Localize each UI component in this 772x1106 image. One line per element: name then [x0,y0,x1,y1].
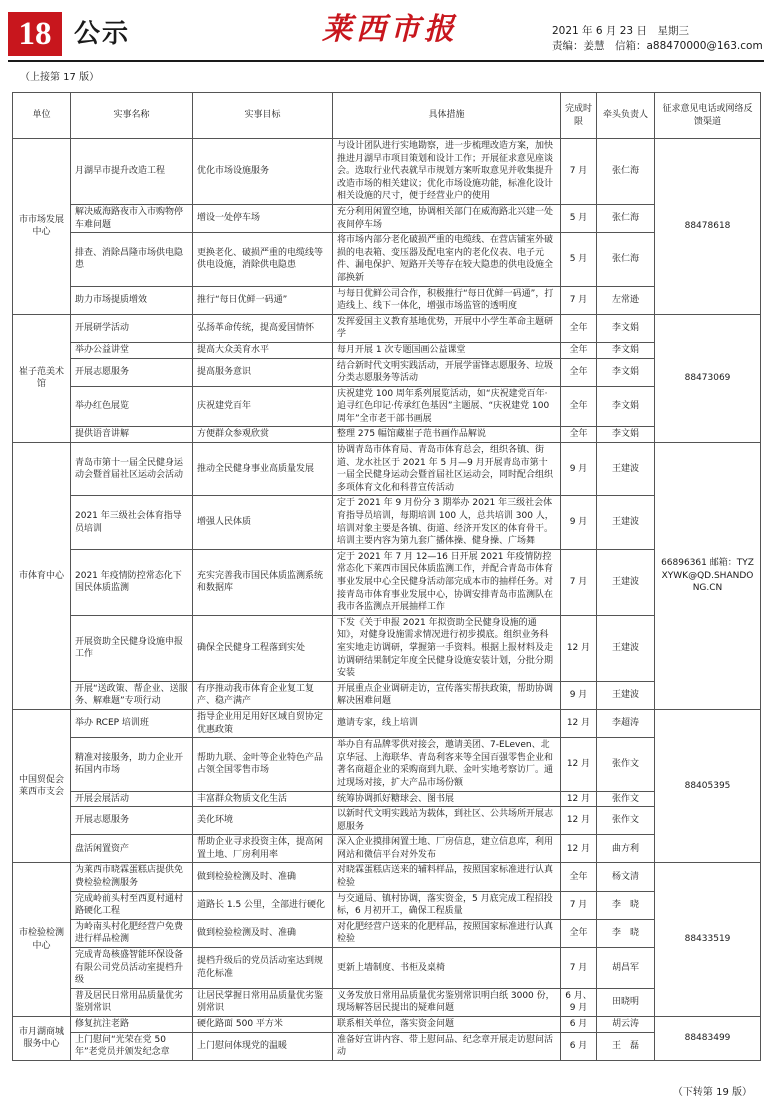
task-name-cell: 2021 年三级社会体育指导员培训 [71,496,193,549]
deadline-cell: 9 月 [561,496,597,549]
page-number: 18 [8,12,62,56]
task-goal-cell: 优化市场设施服务 [193,139,333,205]
task-goal-cell: 提档升级后的党员活动室达到规范化标准 [193,948,333,989]
column-header-measures: 具体措施 [333,93,561,139]
leader-cell: 曲方利 [597,835,655,863]
task-name-cell: 助力市场提质增效 [71,286,193,314]
column-header-task-goal: 实事目标 [193,93,333,139]
task-name-cell: 修复抗注老路 [71,1017,193,1033]
leader-cell: 胡云涛 [597,1017,655,1033]
task-name-cell: 举办公益讲堂 [71,342,193,358]
unit-cell: 市月湖商城服务中心 [13,1017,71,1061]
task-goal-cell: 确保全民健身工程落到实处 [193,615,333,681]
task-goal-cell: 庆祝建党百年 [193,386,333,427]
deadline-cell: 9 月 [561,681,597,709]
unit-cell: 中国贸促会莱西市支会 [13,709,71,863]
leader-cell: 张仁海 [597,204,655,232]
table-row [13,807,761,835]
leader-cell: 张作文 [597,791,655,807]
column-header-task-name: 实事名称 [71,93,193,139]
leader-cell: 李文娟 [597,386,655,427]
leader-cell: 李文娟 [597,314,655,342]
table-row [13,615,761,681]
feedback-contact-cell: 88433519 [655,863,761,1017]
issue-date: 2021 年 6 月 23 日 星期三 [552,25,689,37]
table-row [13,286,761,314]
table-header-row [13,93,761,139]
table-row [13,358,761,386]
unit-cell: 市市场发展中心 [13,139,71,315]
deadline-cell: 6 月、9 月 [561,988,597,1016]
feedback-contact-cell: 88483499 [655,1017,761,1061]
leader-cell: 李文娟 [597,358,655,386]
measure-cell: 将市场内部分老化破损严重的电缆线、在营店铺室外破损的电表箱、变压器及配电室内的老化仪表、电子元件、漏电保护、短路开关等存在较大隐患的供电设施全部换新 [333,233,561,286]
task-goal-cell: 有序推动我市体育企业复工复产、稳产满产 [193,681,333,709]
measure-cell: 与交通局、镇村协调，落实资金，5 月底完成工程招投标，6 月初开工，确保工程质量 [333,891,561,919]
task-name-cell: 开展研学活动 [71,314,193,342]
section-title: 公示 [74,19,131,49]
leader-cell: 李超涛 [597,709,655,737]
task-name-cell: 为莱西市晓霖蛋糕店提供免费检验检测服务 [71,863,193,891]
table-row [13,233,761,286]
deadline-cell: 7 月 [561,948,597,989]
deadline-cell: 12 月 [561,615,597,681]
task-name-cell: 月湖早市提升改造工程 [71,139,193,205]
deadline-cell: 全年 [561,919,597,947]
task-goal-cell: 方便群众参观欣赏 [193,427,333,443]
measure-cell: 以新时代文明实践站为载体，到社区、公共场所开展志愿服务 [333,807,561,835]
task-goal-cell: 上门慰问体现党的温暖 [193,1032,333,1060]
task-goal-cell: 硬化路面 500 平方米 [193,1017,333,1033]
deadline-cell: 7 月 [561,891,597,919]
leader-cell: 李文娟 [597,342,655,358]
task-goal-cell: 增设一处停车场 [193,204,333,232]
measure-cell: 与设计团队进行实地勘察，进一步梳理改造方案，加快推进月湖早市项目策划和设计工作；开展征求意见座谈会。选取行业代表就早市规划方案听取意见并收集提升改造市场的相关建议；优化市场设施功能，标准化设计相关设施的尺寸，便于经营业户的使用 [333,139,561,205]
deadline-cell: 7 月 [561,139,597,205]
deadline-cell: 6 月 [561,1017,597,1033]
leader-cell: 王建波 [597,615,655,681]
deadline-cell: 5 月 [561,233,597,286]
task-goal-cell: 美化环境 [193,807,333,835]
page-header [0,0,772,64]
table-row [13,549,761,615]
leader-cell: 杨文清 [597,863,655,891]
deadline-cell: 全年 [561,386,597,427]
leader-cell: 王建波 [597,496,655,549]
feedback-contact-cell: 88478618 [655,139,761,315]
deadline-cell: 12 月 [561,835,597,863]
continues-to-note: （下转第 19 版） [672,1087,752,1098]
table-row [13,863,761,891]
deadline-cell: 全年 [561,427,597,443]
leader-cell: 张作文 [597,738,655,791]
unit-cell: 市体育中心 [13,443,71,710]
task-goal-cell: 增强人民体质 [193,496,333,549]
task-goal-cell: 做到检验检测及时、准确 [193,863,333,891]
leader-cell: 张仁海 [597,233,655,286]
leader-cell: 李文娟 [597,427,655,443]
measure-cell: 举办自有品牌零供对接会，邀请美团、7-ELeven、北京华冠、上海联华、青岛利客来等全国百强零售企业和著名商超企业的采购商到九联、金叶实地考察访厂。通过现场对接，扩大产品市场份额 [333,738,561,791]
column-header-feedback-channel: 征求意见电话或网络反馈渠道 [655,93,761,139]
task-goal-cell: 指导企业用足用好区域自贸协定优惠政策 [193,709,333,737]
deadline-cell: 7 月 [561,286,597,314]
leader-cell: 张仁海 [597,139,655,205]
table-row [13,681,761,709]
measure-cell: 定于 2021 年 7 月 12—16 日开展 2021 年疫情防控常态化下莱西市国民体质监测工作，并配合青岛市体育事业发展中心全民健身活动部完成本市的抽样任务。对接青岛市体育事业发展中心，协调安排青岛市监测队在我市各监测点开展抽样工作 [333,549,561,615]
leader-cell: 王建波 [597,443,655,496]
deadline-cell: 9 月 [561,443,597,496]
task-name-cell: 排查、消除昌隆市场供电隐患 [71,233,193,286]
task-name-cell: 开展“送政策、帮企业、送服务、解难题”专项行动 [71,681,193,709]
deadline-cell: 12 月 [561,791,597,807]
task-goal-cell: 丰富群众物质文化生活 [193,791,333,807]
table-row [13,835,761,863]
measure-cell: 发挥爱国主义教育基地优势，开展中小学生革命主题研学 [333,314,561,342]
task-name-cell: 上门慰问“光荣在党 50 年”老党员并颁发纪念章 [71,1032,193,1060]
table-row [13,443,761,496]
table-row [13,1032,761,1060]
task-name-cell: 精准对接服务，助力企业开拓国内市场 [71,738,193,791]
newspaper-masthead: 莱西市报 [322,12,458,47]
table-row [13,314,761,342]
leader-cell: 李 晓 [597,891,655,919]
task-name-cell: 完成岭前头村至西夏村通村路硬化工程 [71,891,193,919]
measure-cell: 更新上墙制度、书柜及桌椅 [333,948,561,989]
task-name-cell: 开展会展活动 [71,791,193,807]
task-name-cell: 提供语音讲解 [71,427,193,443]
table-row [13,791,761,807]
task-name-cell: 开展资助全民健身设施申报工作 [71,615,193,681]
measure-cell: 与每日优鲜公司合作，积极推行“每日优鲜一码通”，打造线上、线下一体化，增强市场监管的透明度 [333,286,561,314]
task-name-cell: 举办红色展览 [71,386,193,427]
deadline-cell: 全年 [561,342,597,358]
leader-cell: 张作文 [597,807,655,835]
measure-cell: 每月开展 1 次专题国画公益课堂 [333,342,561,358]
task-name-cell: 盘活闲置资产 [71,835,193,863]
measure-cell: 充分利用闲置空地，协调相关部门在威海路北兴建一处夜间停车场 [333,204,561,232]
column-header-leader: 牵头负责人 [597,93,655,139]
table-row [13,988,761,1016]
measure-cell: 联系相关单位，落实资金问题 [333,1017,561,1033]
table-row [13,1017,761,1033]
measure-cell: 深入企业摸排闲置土地、厂房信息，建立信息库，利用网站和微信平台对外发布 [333,835,561,863]
task-name-cell: 青岛市第十一届全民健身运动会暨首届社区运动会活动 [71,443,193,496]
table-row [13,139,761,205]
deadline-cell: 7 月 [561,549,597,615]
task-goal-cell: 充实完善我市国民体质监测系统和数据库 [193,549,333,615]
leader-cell: 田晓明 [597,988,655,1016]
deadline-cell: 全年 [561,863,597,891]
unit-cell: 崔子范美术馆 [13,314,71,442]
leader-cell: 王 磊 [597,1032,655,1060]
feedback-contact-cell: 88473069 [655,314,761,442]
deadline-cell: 12 月 [561,807,597,835]
table-row [13,709,761,737]
column-header-unit: 单位 [13,93,71,139]
task-name-cell: 普及居民日常用品质量优劣鉴别常识 [71,988,193,1016]
measure-cell: 统筹协调抓好糖球会、图书展 [333,791,561,807]
deadline-cell: 12 月 [561,709,597,737]
task-name-cell: 开展志愿服务 [71,807,193,835]
continued-from-note: （上接第 17 版） [20,72,100,83]
task-goal-cell: 推动全民健身事业高质量发展 [193,443,333,496]
feedback-contact-cell: 88405395 [655,709,761,863]
task-name-cell: 为岭南头村化肥经营户免费进行样品检测 [71,919,193,947]
table-row [13,738,761,791]
measure-cell: 结合新时代文明实践活动，开展学雷锋志愿服务、垃圾分类志愿服务等活动 [333,358,561,386]
deadline-cell: 6 月 [561,1032,597,1060]
task-goal-cell: 帮助九联、金叶等企业特色产品占领全国零售市场 [193,738,333,791]
measure-cell: 义务发放日常用品质量优劣鉴别常识明白纸 3000 份，现场解答居民提出的疑难问题 [333,988,561,1016]
task-name-cell: 开展志愿服务 [71,358,193,386]
table-row [13,496,761,549]
table-row [13,386,761,427]
table-body [13,139,761,1061]
unit-cell: 市检验检测中心 [13,863,71,1017]
measure-cell: 协调青岛市体育局、青岛市体育总会，组织各镇、街道、龙水社区于 2021 年 5 月—9 月开展青岛市第十一届全民健身运动会暨首届社区运动会，同时配合组织多项体育文化和科普宣传活动 [333,443,561,496]
column-header-deadline: 完成时限 [561,93,597,139]
table-row [13,891,761,919]
measure-cell: 定于 2021 年 9 月份分 3 期举办 2021 年三级社会体育指导员培训，每期培训 100 人，总共培训 300 人，培训对象主要是各镇、街道、经济开发区的体育骨干。培训主要内容为第九套广播体操、健身操、广场舞 [333,496,561,549]
task-goal-cell: 更换老化、破损严重的电缆线等供电设施，消除供电隐患 [193,233,333,286]
measure-cell: 下发《关于申报 2021 年拟资助全民健身设施的通知》，对健身设施需求情况进行初步摸底。组织业务科室实地走访调研，掌握第一手资料。根据上报材料及走访调研结果制定年度全民健身设施安装计划，分批分期安装 [333,615,561,681]
table-row [13,919,761,947]
measure-cell: 邀请专家，线上培训 [333,709,561,737]
measure-cell: 对晓霖蛋糕店送来的辅料样品，按照国家标准进行认真检验 [333,863,561,891]
task-goal-cell: 推行“每日优鲜一码通” [193,286,333,314]
leader-cell: 左常逊 [597,286,655,314]
feedback-contact-cell: 66896361 邮箱：TYZXYWK@QD.SHANDONG.CN [655,443,761,710]
deadline-cell: 5 月 [561,204,597,232]
task-goal-cell: 让居民掌握日常用品质量优劣鉴别常识 [193,988,333,1016]
task-goal-cell: 做到检验检测及时、准确 [193,919,333,947]
table-row [13,948,761,989]
leader-cell: 王建波 [597,681,655,709]
table-row [13,427,761,443]
task-goal-cell: 提高大众美育水平 [193,342,333,358]
task-goal-cell: 弘扬革命传统，提高爱国情怀 [193,314,333,342]
task-name-cell: 完成青岛核盛智能环保设备有限公司党员活动室提档升级 [71,948,193,989]
task-goal-cell: 提高服务意识 [193,358,333,386]
leader-cell: 王建波 [597,549,655,615]
task-goal-cell: 帮助企业寻求投资主体，提高闲置土地、厂房利用率 [193,835,333,863]
leader-cell: 李 晓 [597,919,655,947]
editor-contact: 责编：姜慧 信箱：a88470000@163.com [552,40,763,52]
task-name-cell: 解决威海路夜市入市购物停车难问题 [71,204,193,232]
table-row [13,342,761,358]
table-row [13,204,761,232]
public-notice-table [12,92,761,1061]
measure-cell: 庆祝建党 100 周年系列展览活动，如“庆祝建党百年·追寻红色印记·传承红色基因”主题展、“庆祝建党 100 周年”全市老干部书画展 [333,386,561,427]
measure-cell: 准备好宣讲内容、带上慰问品、纪念章开展走访慰问活动 [333,1032,561,1060]
header-divider [8,60,764,62]
deadline-cell: 全年 [561,358,597,386]
measure-cell: 开展重点企业调研走访，宣传落实帮扶政策，帮助协调解决困难问题 [333,681,561,709]
task-name-cell: 2021 年疫情防控常态化下国民体质监测 [71,549,193,615]
deadline-cell: 全年 [561,314,597,342]
leader-cell: 胡昌军 [597,948,655,989]
task-goal-cell: 道路长 1.5 公里，全部进行硬化 [193,891,333,919]
deadline-cell: 12 月 [561,738,597,791]
task-name-cell: 举办 RCEP 培训班 [71,709,193,737]
measure-cell: 对化肥经营户送来的化肥样品，按照国家标准进行认真检验 [333,919,561,947]
measure-cell: 整理 275 幅馆藏崔子范书画作品解说 [333,427,561,443]
